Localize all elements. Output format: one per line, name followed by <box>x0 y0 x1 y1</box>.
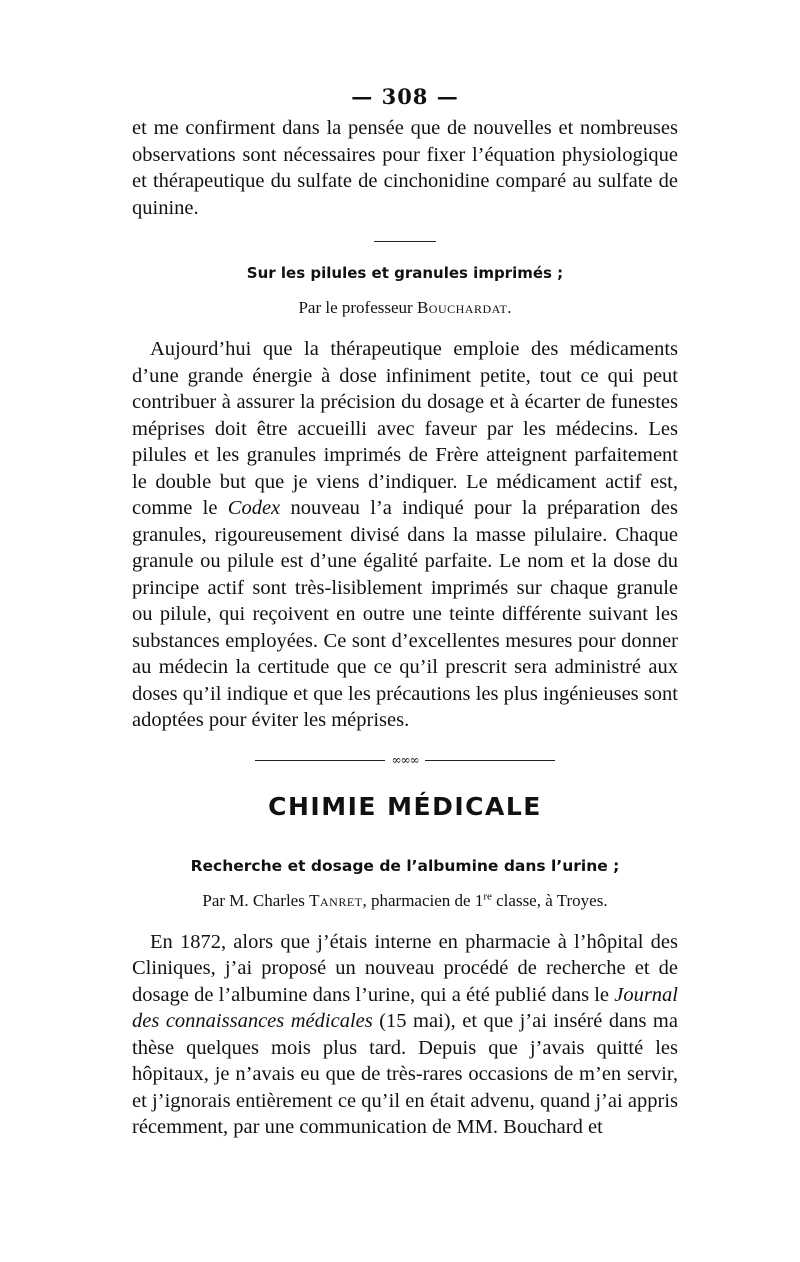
continued-paragraph: et me confirment dans la pensée que de nouvelles et nombreuses observations sont nécessaires pour fixer l’équation physiologique et thérapeutique du sulfate de cinchonidine comparé au sulfate de quinine. <box>132 117 678 219</box>
ornament-glyph: ∞∞∞ <box>391 752 419 767</box>
section-title-chimie-medicale: CHIMIE MÉDICALE <box>268 791 542 821</box>
journal-title-italic: Journal des connaissances médicales <box>132 983 678 1032</box>
ornamental-divider <box>255 752 555 767</box>
byline-suffix: classe, à Troyes. <box>491 890 608 910</box>
byline-superscript: re <box>483 889 492 902</box>
section-divider-rule <box>374 241 436 242</box>
byline-tanret <box>132 891 678 911</box>
albumine-paragraph <box>132 929 678 1141</box>
byline-prefix: Par le professeur <box>298 298 417 317</box>
byline-suffix: . <box>507 298 512 317</box>
ornament-line-left <box>255 760 385 761</box>
byline-mid: , pharmacien de 1 <box>362 890 484 910</box>
ornament-line-right <box>425 760 555 761</box>
page-number: — 308 — <box>351 84 459 109</box>
article-title-pilules: Sur les pilules et granules imprimés ; <box>246 264 564 282</box>
byline-bouchardat <box>132 298 678 318</box>
paragraph-text-part2: (15 mai), et que j’ai inséré dans ma thèse quelques mois plus tard. Depuis que j’avais quitté les hôpitaux, je n’avais eu que de très-rares occasions de m’en servir, et j’ignorais entièrement ce qu’il en était advenu, quand j’ai appris récemment, par une communication de MM. Bouchard et <box>132 1010 678 1138</box>
codex-italic: Codex <box>227 497 281 519</box>
paragraph-text-part1: Aujourd’hui que la thérapeutique emploie des médicaments d’une grande énergie à dose infiniment petite, tout ce qui peut contribuer à assurer la précision du dosage et à écarter de funestes méprises doit être accueilli avec faveur par les médecins. Les pilules et les granules imprimés de Frère atteignent parfaitement le double but que je viens d’indiquer. Le médicament actif est, comme le <box>132 338 678 519</box>
article-title-albumine: Recherche et dosage de l’albumine dans l’urine ; <box>190 856 620 875</box>
author-name: Tanret <box>309 890 363 910</box>
paragraph-text-part1: En 1872, alors que j’étais interne en pharmacie à l’hôpital des Cliniques, j’ai proposé un nouveau procédé de recherche et de dosage de l’albumine dans l’urine, qui a été publié dans le <box>132 930 678 1006</box>
book-page <box>132 84 678 1141</box>
pilules-paragraph <box>132 336 678 734</box>
author-name: Bouchardat <box>416 298 508 317</box>
byline-prefix: Par M. Charles <box>202 890 310 910</box>
paragraph-text-part2: nouveau l’a indiqué pour la préparation des granules, rigoureusement divisé dans la masse pilulaire. Chaque granule ou pilule est d’une égalité parfaite. Le nom et la dose du principe actif sont très-lisiblement imprimés sur chaque granule ou pilule, qui reçoivent en outre une teinte différente suivant les substances employées. Ce sont d’excellentes mesures pour donner au médecin la certitude que ce qu’il prescrit sera administré aux doses qu’il indique et que les précautions les plus ingénieuses sont adoptées pour éviter les méprises. <box>132 497 678 731</box>
